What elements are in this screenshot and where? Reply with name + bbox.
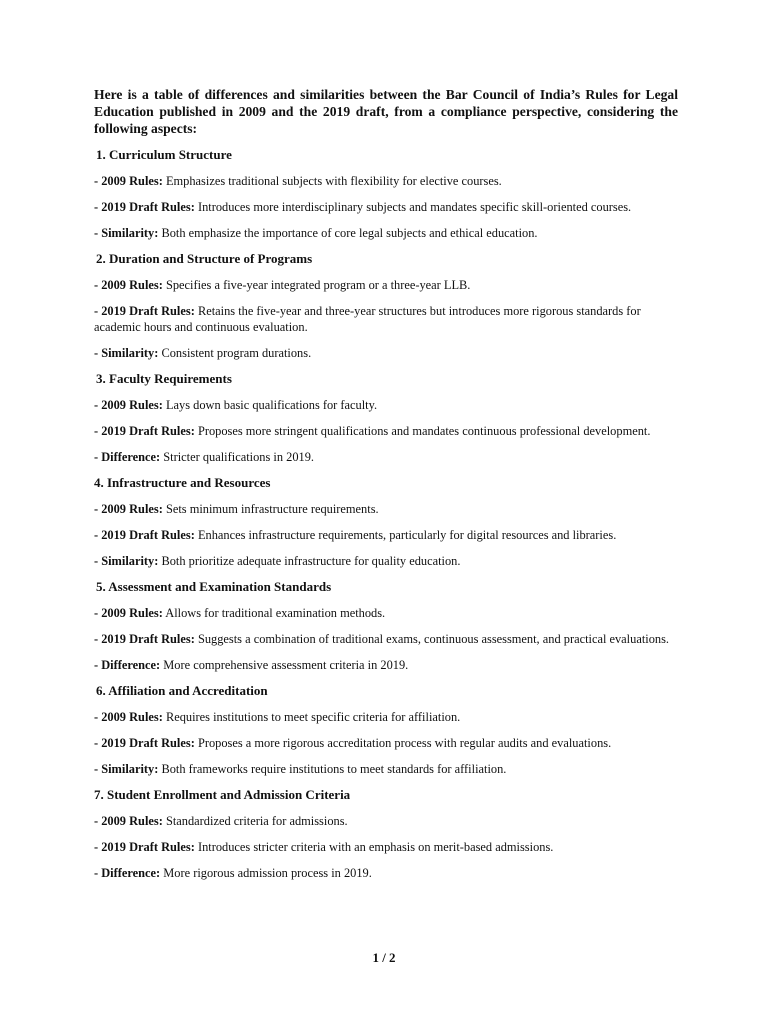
item-text: Both prioritize adequate infrastructure for quality education. xyxy=(161,554,461,568)
item-text: Consistent program durations. xyxy=(161,346,312,360)
section-heading: 1. Curriculum Structure xyxy=(96,147,232,162)
section-heading: 5. Assessment and Examination Standards xyxy=(96,579,332,594)
section-item xyxy=(94,631,678,647)
item-label: - 2009 Rules: xyxy=(94,502,163,516)
item-label: - Similarity: xyxy=(94,346,159,360)
item-label: - Similarity: xyxy=(94,226,159,240)
section-item xyxy=(94,657,678,673)
section-item xyxy=(94,605,678,621)
item-label: - 2019 Draft Rules: xyxy=(94,632,195,646)
section-heading: 6. Affiliation and Accreditation xyxy=(96,683,268,698)
item-text: Enhances infrastructure requirements, particularly for digital resources and libraries. xyxy=(197,528,617,542)
item-label: - 2019 Draft Rules: xyxy=(94,528,195,542)
item-label: - 2009 Rules: xyxy=(94,606,163,620)
item-label: - 2009 Rules: xyxy=(94,814,163,828)
item-text: Lays down basic qualifications for faculty. xyxy=(165,398,378,412)
item-text: Allows for traditional examination methods. xyxy=(165,606,386,620)
item-label: - 2019 Draft Rules: xyxy=(94,200,195,214)
section-heading: 7. Student Enrollment and Admission Criteria xyxy=(94,787,351,802)
section-item xyxy=(94,277,678,293)
section-item xyxy=(94,225,678,241)
item-label: - 2019 Draft Rules: xyxy=(94,304,195,318)
item-label: - Similarity: xyxy=(94,762,159,776)
section-item xyxy=(94,553,678,569)
item-label: - Difference: xyxy=(94,450,161,464)
item-text: Both emphasize the importance of core legal subjects and ethical education. xyxy=(161,226,538,240)
section-item xyxy=(94,813,678,829)
item-label: - 2019 Draft Rules: xyxy=(94,736,195,750)
section-heading: 2. Duration and Structure of Programs xyxy=(96,251,313,266)
section-item xyxy=(94,865,678,881)
item-label: - 2009 Rules: xyxy=(94,398,163,412)
item-label: - 2019 Draft Rules: xyxy=(94,424,195,438)
item-text: Specifies a five-year integrated program or a three-year LLB. xyxy=(165,278,471,292)
item-label: - 2019 Draft Rules: xyxy=(94,840,195,854)
sections-container xyxy=(94,147,678,881)
item-text: More rigorous admission process in 2019. xyxy=(163,866,372,880)
item-text: Sets minimum infrastructure requirements. xyxy=(165,502,379,516)
section-item xyxy=(94,735,678,751)
item-text: Requires institutions to meet specific criteria for affiliation. xyxy=(165,710,461,724)
item-label: - 2009 Rules: xyxy=(94,278,163,292)
document-page xyxy=(94,86,678,891)
item-text: Suggests a combination of traditional exams, continuous assessment, and practical evaluations. xyxy=(197,632,670,646)
section-item xyxy=(94,199,678,215)
item-label: - Difference: xyxy=(94,866,161,880)
item-text: Stricter qualifications in 2019. xyxy=(163,450,315,464)
item-label: - 2009 Rules: xyxy=(94,174,163,188)
section-item xyxy=(94,501,678,517)
item-text: Standardized criteria for admissions. xyxy=(165,814,348,828)
item-text: More comprehensive assessment criteria in 2019. xyxy=(163,658,409,672)
item-label: - Difference: xyxy=(94,658,161,672)
section-heading: 4. Infrastructure and Resources xyxy=(94,475,271,490)
section-item xyxy=(94,839,678,855)
section-item xyxy=(94,397,678,413)
item-text: Proposes more stringent qualifications and mandates continuous professional development. xyxy=(197,424,651,438)
item-label: - 2009 Rules: xyxy=(94,710,163,724)
section-item xyxy=(94,527,678,543)
section-item xyxy=(94,423,678,439)
item-text: Introduces stricter criteria with an emphasis on merit-based admissions. xyxy=(197,840,554,854)
section-heading: 3. Faculty Requirements xyxy=(96,371,232,386)
section-item xyxy=(94,303,678,335)
item-text: Introduces more interdisciplinary subjects and mandates specific skill-oriented courses. xyxy=(197,200,632,214)
section-item xyxy=(94,709,678,725)
item-text: Both frameworks require institutions to meet standards for affiliation. xyxy=(161,762,507,776)
intro-paragraph: Here is a table of differences and similarities between the Bar Council of India’s Rules for Legal Education published in 2009 and the 2019 draft, from a compliance perspective, considering the following aspects: xyxy=(94,87,678,136)
section-item xyxy=(94,761,678,777)
page-number: 1 / 2 xyxy=(372,950,396,965)
section-item xyxy=(94,345,678,361)
item-text: Emphasizes traditional subjects with flexibility for elective courses. xyxy=(165,174,502,188)
section-item xyxy=(94,449,678,465)
item-text: Retains the five-year and three-year structures but introduces more rigorous standards for academic hours and continuous evaluation. xyxy=(94,304,641,334)
item-text: Proposes a more rigorous accreditation process with regular audits and evaluations. xyxy=(197,736,612,750)
section-item xyxy=(94,173,678,189)
item-label: - Similarity: xyxy=(94,554,159,568)
